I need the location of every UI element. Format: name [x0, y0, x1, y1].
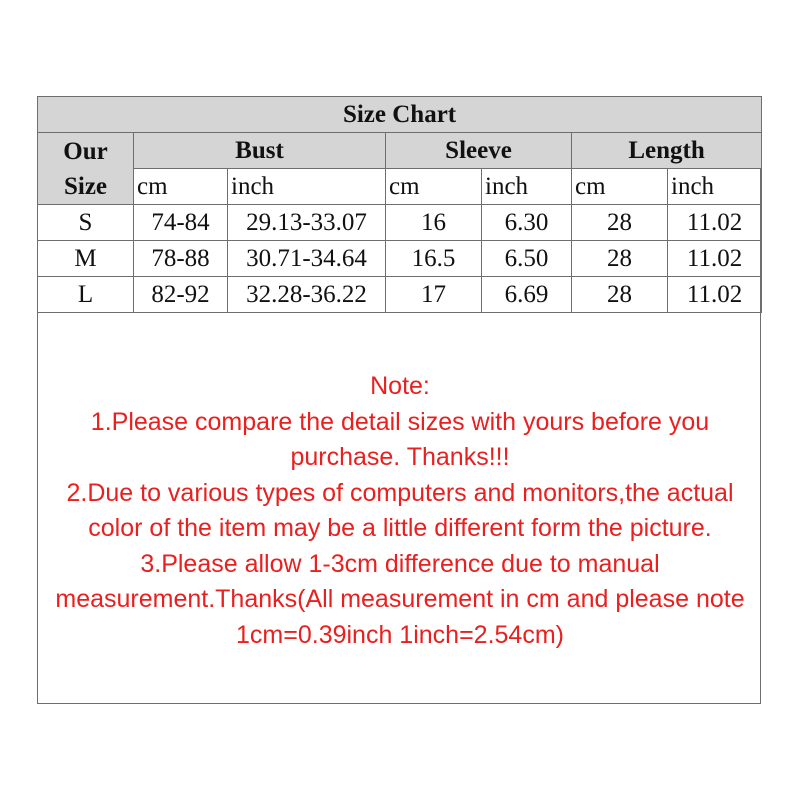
header-length: Length: [572, 133, 762, 169]
size-chart-frame: [37, 96, 761, 704]
header-sleeve: Sleeve: [386, 133, 572, 169]
length-cm-cell: 28: [572, 205, 668, 241]
note-line: 2.Due to various types of computers and monitors,the actual: [66, 478, 734, 507]
bust-inch-cell: 30.71-34.64: [228, 241, 386, 277]
header-bust: Bust: [134, 133, 386, 169]
length-inch-cell: 11.02: [668, 205, 762, 241]
sleeve-cm-cell: 17: [386, 277, 482, 313]
note-line: 3.Please allow 1-3cm difference due to manual: [140, 549, 660, 578]
note-line: color of the item may be a little different form the picture.: [88, 514, 712, 542]
unit-length-cm: cm: [572, 169, 668, 205]
table-row: [38, 241, 762, 277]
unit-bust-cm: cm: [134, 169, 228, 205]
note-block: [38, 369, 762, 653]
bust-cm-cell: 74-84: [134, 205, 228, 241]
bust-cm-cell: 82-92: [134, 277, 228, 313]
sleeve-inch-cell: 6.50: [482, 241, 572, 277]
note-line: 1cm=0.39inch 1inch=2.54cm): [236, 620, 564, 649]
unit-bust-inch: inch: [228, 169, 386, 205]
note-line: measurement.Thanks(All measurement in cm and please note: [55, 585, 745, 613]
length-inch-cell: 11.02: [668, 241, 762, 277]
sleeve-inch-cell: 6.30: [482, 205, 572, 241]
unit-sleeve-inch: inch: [482, 169, 572, 205]
table-title: Size Chart: [38, 97, 762, 133]
unit-length-inch: inch: [668, 169, 762, 205]
size-table: [37, 96, 762, 313]
length-cm-cell: 28: [572, 277, 668, 313]
table-row: [38, 205, 762, 241]
note-heading: Note:: [370, 372, 430, 400]
length-cm-cell: 28: [572, 241, 668, 277]
size-cell: M: [38, 241, 134, 277]
bust-inch-cell: 32.28-36.22: [228, 277, 386, 313]
sleeve-inch-cell: 6.69: [482, 277, 572, 313]
bust-cm-cell: 78-88: [134, 241, 228, 277]
sleeve-cm-cell: 16.5: [386, 241, 482, 277]
size-cell: L: [38, 277, 134, 313]
header-our-size: Our Size: [38, 133, 134, 205]
length-inch-cell: 11.02: [668, 277, 762, 313]
size-cell: S: [38, 205, 134, 241]
table-row: [38, 277, 762, 313]
unit-sleeve-cm: cm: [386, 169, 482, 205]
sleeve-cm-cell: 16: [386, 205, 482, 241]
bust-inch-cell: 29.13-33.07: [228, 205, 386, 241]
note-line: 1.Please compare the detail sizes with yours before you: [90, 407, 710, 436]
note-line: purchase. Thanks!!!: [290, 443, 510, 471]
